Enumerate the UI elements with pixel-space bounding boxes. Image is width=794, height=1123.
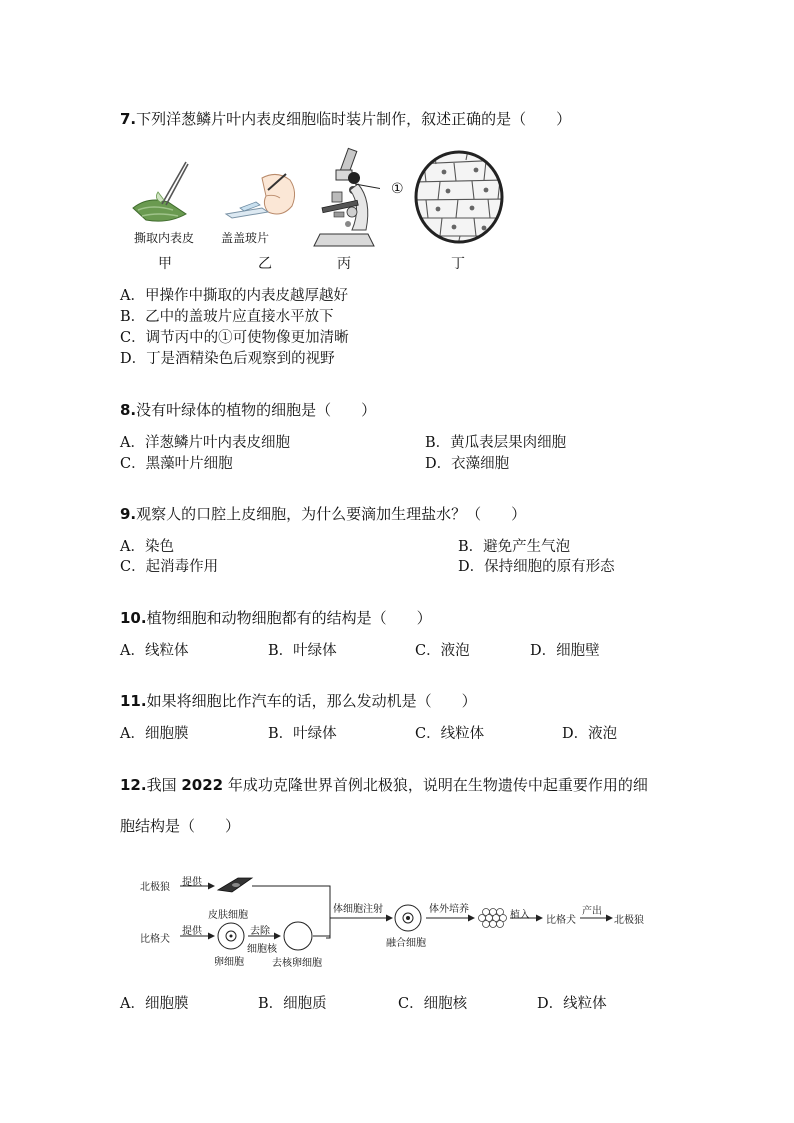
diagram-skin-cell: 皮肤细胞 [208, 910, 248, 921]
diagram-culture: 体外培养 [429, 904, 469, 915]
diagram-beagle: 比格犬 [140, 934, 170, 945]
diagram-enucleated-egg: 去核卵细胞 [272, 958, 322, 969]
diagram-wolf: 北极狼 [140, 882, 170, 893]
q11-option-a[interactable]: A．细胞膜 [120, 726, 189, 742]
label-yi: 乙 [258, 256, 272, 272]
diagram-fused-cell: 融合细胞 [386, 938, 426, 949]
figure-ding-cell-view [414, 150, 504, 245]
diagram-surrogate: 比格犬 [546, 915, 576, 926]
diagram-egg: 卵细胞 [214, 957, 244, 968]
q12-option-a[interactable]: A．细胞膜 [120, 996, 189, 1012]
diagram-produce: 产出 [582, 906, 602, 917]
q8-option-c[interactable]: C．黑藻叶片细胞 [120, 456, 233, 472]
q11-option-b[interactable]: B．叶绿体 [268, 726, 337, 742]
q8-option-a[interactable]: A．洋葱鳞片叶内表皮细胞 [120, 435, 290, 451]
caption-peel: 撕取内表皮 [134, 231, 195, 245]
figure-jia-peeling [128, 158, 198, 226]
diagram-implant: 植入 [510, 910, 530, 921]
diagram-provide-2: 提供 [182, 926, 202, 937]
diagram-remove-2: 细胞核 [247, 944, 277, 955]
figure-bing-microscope [308, 146, 380, 250]
q11-option-d[interactable]: D．液泡 [562, 726, 618, 742]
q9-option-d[interactable]: D．保持细胞的原有形态 [458, 559, 615, 575]
q10-option-d[interactable]: D．细胞壁 [530, 643, 600, 659]
label-ding: 丁 [451, 256, 465, 272]
q7-option-d[interactable]: D．丁是酒精染色后观察到的视野 [120, 351, 335, 367]
q10-option-b[interactable]: B．叶绿体 [268, 643, 337, 659]
q10-option-a[interactable]: A．线粒体 [120, 643, 189, 659]
q10-option-c[interactable]: C．液泡 [415, 643, 470, 659]
q9-stem: 9.观察人的口腔上皮细胞，为什么要滴加生理盐水？（ ） [120, 505, 527, 523]
caption-coverslip: 盖盖玻片 [221, 231, 270, 245]
label-bing: 丙 [337, 256, 351, 272]
diagram-inject: 体细胞注射 [333, 904, 383, 915]
q7-option-b[interactable]: B．乙中的盖玻片应直接水平放下 [120, 309, 334, 325]
q11-option-c[interactable]: C．线粒体 [415, 726, 485, 742]
marker-circle-1: ① [391, 181, 404, 197]
q8-stem: 8.没有叶绿体的植物的细胞是（ ） [120, 401, 377, 419]
q9-option-c[interactable]: C．起消毒作用 [120, 559, 219, 575]
q12-option-b[interactable]: B．细胞质 [258, 996, 327, 1012]
diagram-remove-1: 去除 [250, 926, 270, 937]
label-jia: 甲 [158, 256, 172, 272]
diagram-result-wolf: 北极狼 [614, 915, 644, 926]
q8-option-d[interactable]: D．衣藻细胞 [425, 456, 510, 472]
q9-option-b[interactable]: B．避免产生气泡 [458, 539, 571, 555]
q7-option-c[interactable]: C．调节丙中的①可使物像更加清晰 [120, 330, 349, 346]
q11-stem: 11.如果将细胞比作汽车的话，那么发动机是（ ） [120, 692, 477, 710]
q7-option-a[interactable]: A．甲操作中撕取的内表皮越厚越好 [120, 288, 348, 304]
q12-option-c[interactable]: C．细胞核 [398, 996, 468, 1012]
q9-option-a[interactable]: A．染色 [120, 539, 174, 555]
q10-stem: 10.植物细胞和动物细胞都有的结构是（ ） [120, 609, 432, 627]
q8-option-b[interactable]: B．黄瓜表层果肉细胞 [425, 435, 567, 451]
figure-yi-coverslip [222, 168, 300, 224]
diagram-provide-1: 提供 [182, 877, 202, 888]
q12-option-d[interactable]: D．线粒体 [537, 996, 607, 1012]
q12-stem-line1: 12.我国 2022 年成功克隆世界首例北极狼，说明在生物遗传中起重要作用的细 [120, 776, 648, 794]
q7-stem: 7.下列洋葱鳞片叶内表皮细胞临时装片制作，叙述正确的是（ ） [120, 110, 572, 128]
q12-stem-line2: 胞结构是（ ） [120, 817, 241, 835]
